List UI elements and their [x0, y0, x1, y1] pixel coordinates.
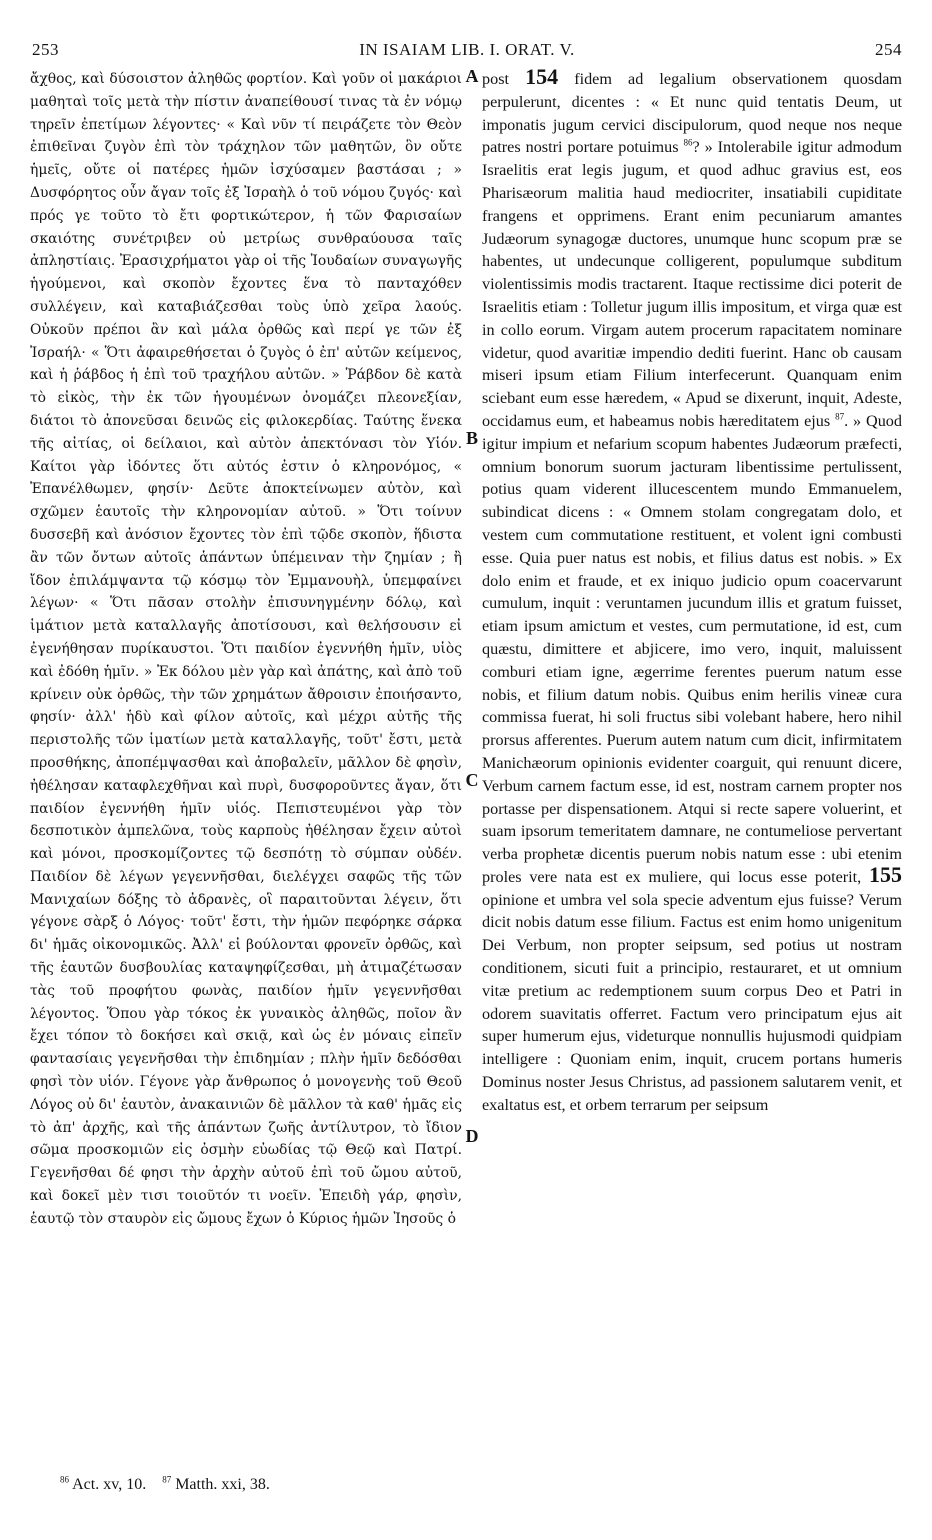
latin-segment-1: post — [482, 70, 509, 88]
margin-marker-b: B — [465, 428, 478, 448]
footnote-number-87: 87 — [162, 1474, 172, 1485]
greek-column — [30, 68, 462, 1231]
margin-marker-d: D — [465, 1126, 479, 1146]
latin-column — [482, 64, 903, 1117]
greek-text: ἄχθος, καὶ δύσοιστον ἀληθῶς φορτίον. Καὶ γοῦν οἱ μακάριοι μαθηταὶ τοῖς μετὰ τὴν πίστιν ἀναπείθουσί τινας τὰ ἐν νόμῳ τηρεῖν ἐπετίμων λέγοντες· « Καὶ νῦν τί πειράζετε τὸν Θεὸν ἐπιθεῖναι ζυγὸν ἐπὶ τὸν τράχηλον τῶν μαθητῶν, ὃν οὔτε ἡμεῖς, οὔτε οἱ πατέρες ἡμῶν ἰσχύσαμεν βαστάσαι ; » Δυσφόρητος οὖν ἄγαν τοῖς ἐξ Ἰσραὴλ ὁ τοῦ νόμου ζυγός· καὶ πρός γε τοῦτο τὸ ἔτι φορτικώτερον, ἡ τῶν Φαρισαίων σκαιότης συνέτριβεν οὐ μετρίως συνθραύουσα ταῖς ἀπληστίαις. Ἐρασιχρήματοι γὰρ οἱ τῆς Ἰουδαίων συναγωγῆς ἡγούμενοι, καὶ σκοπὸν ἔχοντες ἕνα τὸ πανταχόθεν συλλέγειν, καὶ καταβιάζεσθαι τοὺς ὑπὸ χεῖρα λαούς. Οὐκοῦν πρέποι ἂν καὶ μάλα ὀρθῶς καὶ περί γε τῶν ἐξ Ἰσραήλ· « Ὅτι ἀφαιρεθήσεται ὁ ζυγὸς ὁ ἐπ' αὐτῶν κείμενος, καὶ ἡ ῥάβδος ἡ ἐπὶ τοῦ τραχήλου αὐτῶν. » Ῥάβδον δὲ κατὰ τὸ εἰκὸς, τὴν ἐκ τῶν ἡγουμένων ὀνομάζει πλεονεξίαν, διάτοι τὸ ἀπονεῦσαι δεινῶς εἰς φιλοκερδίας. Ταύτης ἕνεκα τῆς αἰτίας, οἱ δείλαιοι, καὶ αὐτὸν ἀπεκτόνασι τὸν Υἱόν. Καίτοι γὰρ ἰδόντες ὅτι αὐτός ἐστιν ὁ κληρονόμος, « Ἐπανέλθωμεν, φησίν· Δεῦτε ἀποκτείνωμεν αὐτὸν, καὶ σχῶμεν ἑαυτοῖς τὴν κληρονομίαν αὐτοῦ. » Ὅτι τοίνυν δυσσεβῆ καὶ ἀνόσιον ἔχοντες τὸν ἐπὶ τῷδε σκοπὸν, ἥδιστα ἂν τῶν ὄντων αὐτοῖς ἁπάντων ὑπέμειναν τὴν ζημίαν ; ἢ ἴδον ἐπιλάμψαντα τῷ κόσμῳ τὸν Ἐμμανουὴλ, ὑπεμφαίνει λέγων· « Ὅτι πᾶσαν στολὴν ἐπισυνηγμένην δόλῳ, καὶ ἱμάτιον μετὰ καταλλαγῆς ἀποτίσουσι, καὶ θελήσουσιν εἰ ἐγενήθησαν πυρίκαυστοι. Ὅτι παιδίον ἐγεννήθη ἡμῖν, υἱὸς καὶ ἐδόθη ἡμῖν. » Ἐκ δόλου μὲν γὰρ καὶ ἀπάτης, καὶ ἀπὸ τοῦ κρίνειν οὐκ ὀρθῶς, τὴν τῶν χρημάτων ἄθροισιν ἐποιήσαντο, φησίν· ἀλλ' ἡδὺ καὶ φίλον αὐτοῖς, καὶ μέχρι αὐτῆς τῆς περιστολῆς τῶν ἱματίων μετὰ καταλλαγῆς, τοῦτ' ἔστι, μετὰ προσθήκης, ἀποπέμψασθαι καὶ ἀποβαλεῖν, μᾶλλον δὲ φησὶν, ἠθέλησαν καταφλεχθῆναι καὶ πυρὶ, δυσφοροῦντες ἄγαν, ὅτι παιδίον ἐγεννήθη ἡμῖν υἱός. Πεπιστευμένοι γὰρ τὸν δεσποτικὸν ἀμπελῶνα, τοὺς καρποὺς ἠθέλησαν ἔχειν αὐτοὶ καὶ μόνοι, προσκομίζοντες τῷ δεσπότῃ τὸ σύμπαν οὐδέν. Παιδίον δὲ λέγων γεγεννῆσθαι, διελέγχει σαφῶς τῆς τῶν Μανιχαίων δόξης τὸ ἀδρανὲς, οἳ παραιτοῦνται λέγειν, ὅτι γέγονε σὰρξ ὁ Λόγος· τοῦτ' ἔστι, τὴν ἡμῶν πεφόρηκε σάρκα δι' ἡμᾶς οἰκονομικῶς. Ἀλλ' εἰ βούλονται φρονεῖν ὀρθῶς, καὶ τῆς ἑαυτῶν δυσβουλίας καταψηφίζεσθαι, μὴ ἀτιμαζέτωσαν τὰς τοῦ προφήτου φωνὰς, παιδίον ἡμῖν γεγεννῆσθαι λέγοντος. Ὅπου γὰρ τόκος ἐκ γυναικὸς ἀληθῶς, ποῖον ἂν ἔχει τόπον τὸ δοκήσει καὶ σκιᾷ, καὶ ὡς ἐν μόναις εἰπεῖν φαντασίαις γεγενῆσθαι τὴν ἐπιδημίαν ; πλὴν ἡμῖν δεδόσθαι φησὶ τὸν υἱόν. Γέγονε γὰρ ἄνθρωπος ὁ μονογενὴς τοῦ Θεοῦ Λόγος οὐ δι' ἑαυτὸν, ἀνακαινιῶν δὲ μᾶλλον τὰ καθ' ἡμᾶς εἰς τὸ ἀπ' ἀρχῆς, καὶ τῆς ἁπάντων ζωῆς ἀντίλυτρον, τὸ ἴδιον σῶμα προσκομιῶν εἰς ὀσμὴν εὐωδίας τῷ Θεῷ καὶ Πατρί. Γεγενῆσθαι δέ φησι τὴν ἀρχὴν αὐτοῦ ἐπὶ τοῦ ὤμου αὐτοῦ, καὶ δοκεῖ μὲν τισι τοιοῦτόν τι νοεῖν. Ἐπειδὴ γάρ, φησὶν, ἑαυτῷ τὸν σταυρὸν εἰς ὤμους ἔχων ὁ Κύριος ἡμῶν Ἰησοῦς ὁ — [30, 71, 462, 1227]
running-title: IN ISAIAM LIB. I. ORAT. V. — [359, 40, 575, 59]
migne-column-number-155: 155 — [869, 861, 903, 887]
latin-segment-3: ? » Intolerabile igitur admodum Israelitis erat legis jugum, et quod adhuc gravius est, eos Pharisæorum malitia haud mediocriter, insatiabili cupiditate frangens et opprimens. Erant enim pecuniarum amantes Judæorum synagogæ ductores, unumque hunc scopum præ se habentes, ut undecunque colligerent, populumque subditum violentissimis modis tractarent. Itaque rectissime dici poterit de Israelitis etiam : Tolletur jugum illis impositum, et virga quæ est in collo eorum. Virgam autem procerum rapacitatem nominare videtur, quod avaritiæ impendio dediti fuerint. Hanc ob causam miseri ipsum etiam Filium interfecerunt. Quanquam enim sciebant eum esse hæredem, « Apud se dixerunt, inquit, Adeste, occidamus eum, et habeamus nobis hæreditatem ejus — [482, 138, 903, 430]
right-page-number: 254 — [875, 40, 902, 59]
margin-marker-c: C — [465, 770, 479, 790]
footnote-text-86: Act. xv, 10. — [72, 1476, 147, 1493]
footnote-ref-86: 86 — [683, 138, 693, 148]
footnote-ref-87: 87 — [835, 411, 845, 422]
latin-segment-5: opinione et umbra vel sola specie adventum ejus fuisse? Verum dicit nobis datum esse filium. Factus est enim homo unigenitum Dei Verbum, non propter seipsum, sed potius ut nostram conditionem, sicuti fuit a principio, restauraret, et ut omnium vitæ pretium ac redemptionem suum corpus Deo et Patri in odorem suavitatis offerret. Factum vero principatum ejus ait super humerum ejus, videturque nonnullis hujusmodi quidpiam intelligere : Quoniam enim, inquit, crucem portans humeris Dominus noster Jesus Christus, ad passionem salutarem venit, et exaltatus est, et orbem terrarum per seipsum — [482, 890, 902, 1114]
latin-segment-4: . » Quod igitur impium et nefarium scopum habentes Judæorum præfecti, omnium bonorum suorum jacturam libentissime pertulissent, potius quam viderent illucescentem mundo Emmanuelem, subindicat dicens : « Omnem stolam congregatam dolo, et vestem cum commutatione restituent, et volent igni combusti esse. Quia puer natus est nobis, et filius datus est nobis. » Ex dolo enim et fraude, et ex iniquo judicio opum coacervarunt cumulum, inquit : veruntamen jucundum illis et gratum fuisset, etiam ipsum amictum et vestes, cum permutatione, id est, cum quæstu, dimittere et abjicere, imo vero, inquit, maluissent comburi etiam igne, ægerrime ferentes puerum natum esse nobis, et filium datum nobis. Quibus enim herilis vineæ cura commissa fuerat, hi soli fructus sibi volebant habere, hero nihil prorsus afferentes. Puerum autem natum cum dicit, infirmitatem Manichæorum opinionis evidenter coarguit, qui renuunt dicere, Verbum carnem factum esse, id est, nostram carnem propter nos portasse per dispensationem. Atqui si recte sapere voluerint, et suam ipsorum temeritatem damnare, ne contumeliose pervertant verba prophetæ dicentis puerum nobis natum esse : ubi etenim proles vere nata est ex muliere, qui locus esse poterit, — [482, 411, 902, 886]
migne-column-number-154: 154 — [525, 64, 559, 89]
margin-marker-a: A — [465, 66, 479, 86]
footnote-text-87: Matth. xxi, 38. — [175, 1476, 270, 1493]
left-page-number: 253 — [32, 40, 59, 59]
footnotes — [60, 1476, 270, 1494]
latin-text — [482, 64, 903, 1117]
latin-segment-2: fidem ad legalium observationem quosdam perpulerunt, dicentes : « Et nunc quid tentatis Deum, ut imponatis jugum cervici discipulorum, quod neque nos neque patres nostri portare potuimus — [482, 70, 902, 157]
footnote-number-86: 86 — [60, 1474, 69, 1485]
